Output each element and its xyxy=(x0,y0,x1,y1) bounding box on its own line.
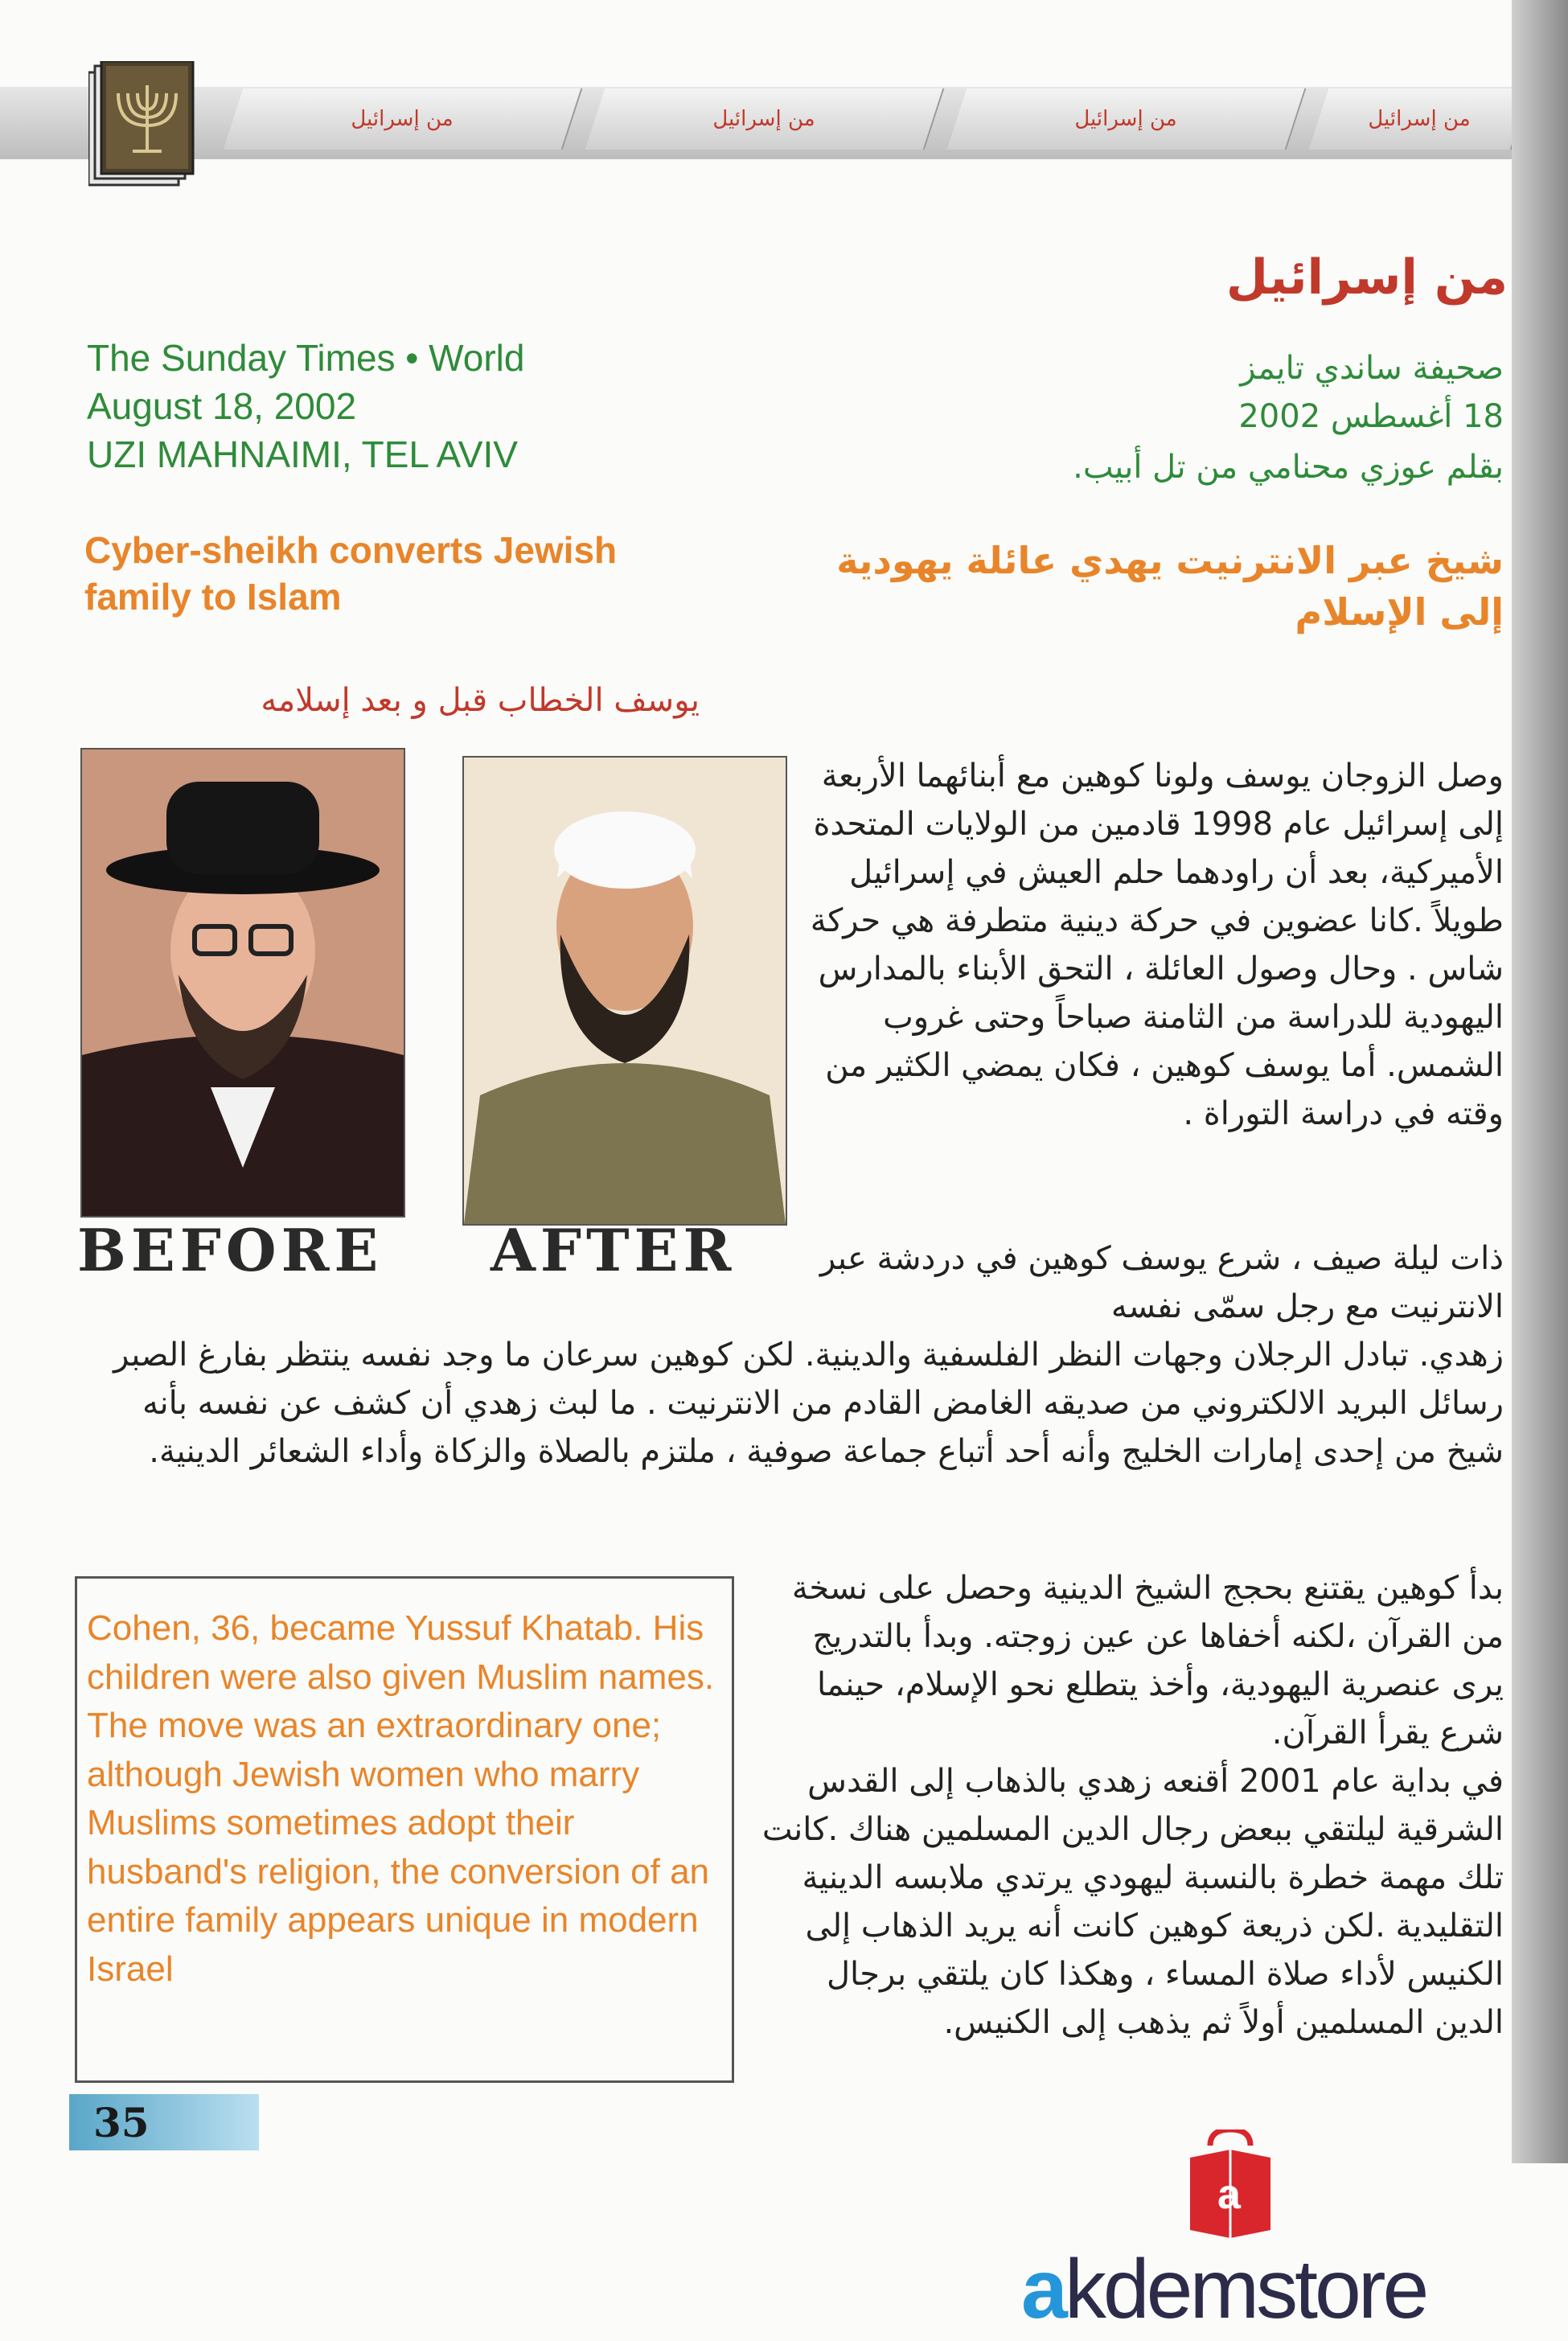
paragraph-2-continued: زهدي. تبادل الرجلان وجهات النظر الفلسفية والدينية. لكن كوهين سرعان ما وجد نفسه ينتظر بفارغ الصبر رسائل البريد الالكتروني من صديقه الغامض القادم من الانترنيت . ما لبث زهدي أن كشف عن نفسه بأنه شيخ من إحدى إمارات الخليج وأنه أحد أتباع جماعة صوفية ، ملتزم بالصلاة والزكاة وأداء الشعائر الدينية. xyxy=(113,1337,1504,1470)
date-english: August 18, 2002 xyxy=(87,385,357,427)
byline-english: UZI MAHNAIMI, TEL AVIV xyxy=(87,433,518,475)
header-tab xyxy=(1309,88,1532,150)
header-tab-label: من إسرائيل xyxy=(351,107,454,131)
section-title: من إسرائيل xyxy=(1225,249,1508,306)
header-tab xyxy=(947,88,1307,150)
store-icon-letter: a xyxy=(1217,2171,1241,2218)
store-name-a: a xyxy=(1021,2243,1065,2336)
store-logo xyxy=(1021,2129,1455,2339)
paragraph-3: بدأ كوهين يقتنع بحجج الشيخ الدينية وحصل على نسخة من القرآن ،لكنه أخفاها عن عين زوجته. وبدأ بالتدريج يرى عنصرية اليهودية، وأخذ يتطلع نحو الإسلام، حينما شرع يقرأ القرآن. xyxy=(791,1570,1504,1752)
page-number xyxy=(69,2094,259,2150)
header-tab xyxy=(224,88,583,150)
store-name-rest: kdemstore xyxy=(1064,2243,1426,2336)
date-arabic: 18 أغسطس 2002 xyxy=(1238,398,1504,435)
photo-before xyxy=(80,748,405,1218)
store-book-icon xyxy=(1182,2129,1279,2242)
page-edge-shadow xyxy=(1512,0,1568,2163)
portrait-before-icon xyxy=(82,750,404,1216)
store-name xyxy=(1021,2242,1455,2338)
before-label: BEFORE xyxy=(77,1216,384,1284)
header-tab xyxy=(585,88,945,150)
headline-english: Cyber-sheikh converts Jewish family to Islam xyxy=(84,529,618,618)
paragraph-1: وصل الزوجان يوسف ولونا كوهين مع أبنائهما الأربعة إلى إسرائيل عام 1998 قادمين من الولايات المتحدة الأميركية، بعد أن راودهما حلم العيش في إسرائيل طويلاً .كانا عضوين في حركة دينية متطرفة هي حركة شاس . وحال وصول العائلة ، التحق الأبناء بالمدارس اليهودية للدراسة من الثامنة صباحاً وحتى غروب الشمس. أما يوسف كوهين ، فكان يمضي الكثير من وقته في دراسة التوراة . xyxy=(810,758,1504,1132)
page-number-text: 35 xyxy=(93,2099,150,2146)
source-english: The Sunday Times • World xyxy=(87,337,525,379)
byline-arabic: بقلم عوزي محنامي من تل أبيب. xyxy=(1073,449,1504,486)
headline-arabic: شيخ عبر الانترنيت يهدي عائلة يهودية إلى الإسلام xyxy=(836,539,1504,634)
after-label: AFTER xyxy=(491,1216,737,1284)
photo-caption: يوسف الخطاب قبل و بعد إسلامه xyxy=(261,682,700,719)
quote-text: Cohen, 36, became Yussuf Khatab. His children were also given Muslim names. The move was an extraordinary one; although Jewish women who marry Muslims sometimes adopt their husband's religion, the conversion of an entire family appears unique in modern Israel xyxy=(87,1608,715,1989)
quote-box xyxy=(75,1576,734,2083)
menorah-logo-icon xyxy=(88,61,195,190)
header-tab-label: من إسرائيل xyxy=(1074,107,1177,131)
header-tab-label: من إسرائيل xyxy=(1368,107,1471,131)
paragraph-4: في بداية عام 2001 أقنعه زهدي بالذهاب إلى القدس الشرقية ليلتقي ببعض رجال الدين المسلمين هناك .كانت تلك مهمة خطرة بالنسبة ليهودي يرتدي ملابسه الدينية التقليدية .لكن ذريعة كوهين كانت أنه يريد الذهاب إلى الكنيس لأداء صلاة المساء ، وهكذا كان يلتقي برجال الدين المسلمين أولاً ثم يذهب إلى الكنيس. xyxy=(761,1763,1504,2041)
photo-after xyxy=(462,756,787,1226)
paragraph-2: ذات ليلة صيف ، شرع يوسف كوهين في دردشة عبر الانترنيت مع رجل سمّى نفسه xyxy=(819,1240,1504,1325)
portrait-after-icon xyxy=(464,758,786,1224)
source-arabic: صحيفة ساندي تايمز xyxy=(1240,350,1504,387)
header-tab-label: من إسرائيل xyxy=(712,107,815,131)
